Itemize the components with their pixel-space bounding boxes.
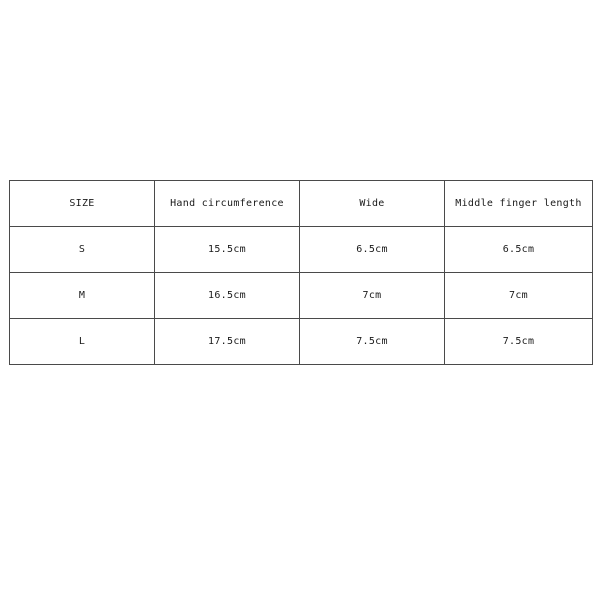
header-middle-finger-length: Middle finger length bbox=[445, 181, 593, 227]
header-hand-circumference: Hand circumference bbox=[155, 181, 300, 227]
cell-middle-finger-length: 7cm bbox=[445, 273, 593, 319]
cell-hand-circumference: 17.5cm bbox=[155, 319, 300, 365]
cell-wide: 7.5cm bbox=[300, 319, 445, 365]
cell-wide: 7cm bbox=[300, 273, 445, 319]
cell-middle-finger-length: 7.5cm bbox=[445, 319, 593, 365]
table-row bbox=[10, 319, 593, 365]
cell-size: M bbox=[10, 273, 155, 319]
header-row bbox=[10, 181, 593, 227]
cell-hand-circumference: 16.5cm bbox=[155, 273, 300, 319]
table-row bbox=[10, 273, 593, 319]
table-row bbox=[10, 227, 593, 273]
size-chart-table bbox=[9, 180, 593, 365]
cell-wide: 6.5cm bbox=[300, 227, 445, 273]
header-size: SIZE bbox=[10, 181, 155, 227]
cell-size: L bbox=[10, 319, 155, 365]
cell-size: S bbox=[10, 227, 155, 273]
header-wide: Wide bbox=[300, 181, 445, 227]
cell-middle-finger-length: 6.5cm bbox=[445, 227, 593, 273]
cell-hand-circumference: 15.5cm bbox=[155, 227, 300, 273]
